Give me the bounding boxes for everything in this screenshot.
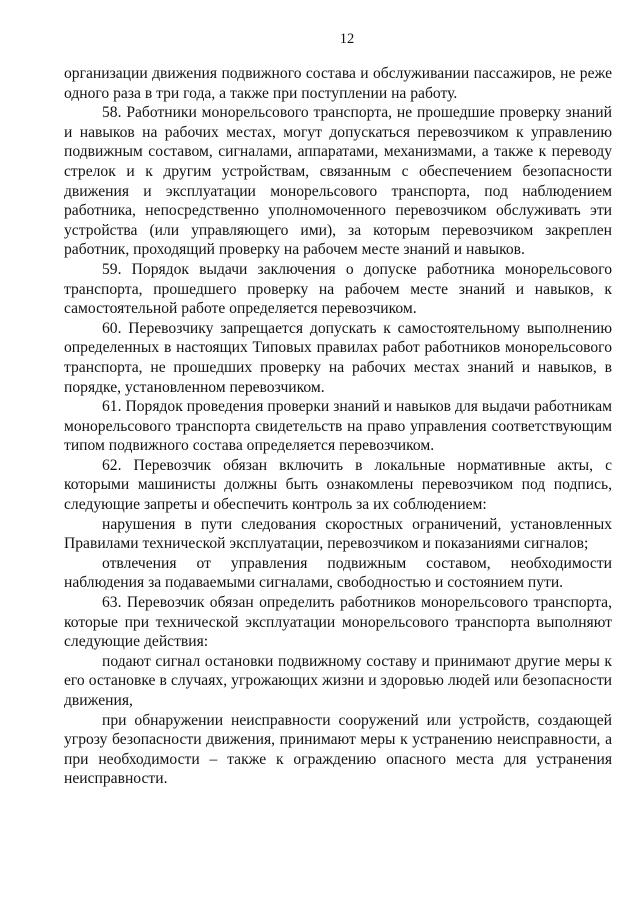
paragraph-63: 63. Перевозчик обязан определить работников монорельсового транспорта, которые при технической эксплуатации монорельсового транспорта выполняют следующие действия: (64, 594, 612, 651)
page-number: 12 (339, 31, 355, 47)
paragraph-62-item-1: нарушения в пути следования скоростных ограничений, установленных Правилами технической эксплуатации, перевозчиком и показаниями сигналов; (64, 515, 612, 553)
document-body (64, 64, 612, 789)
paragraph-58: 58. Работники монорельсового транспорта, не прошедшие проверку знаний и навыков на рабочих местах, могут допускаться перевозчиком к управлению подвижным составом, сигналами, аппаратами, механизмами, а также к переводу стрелок и к другим устройствам, связанным с обеспечением безопасности движения и эксплуатации монорельсового транспорта, под наблюдением работника, непосредственно уполномоченного перевозчиком обслуживать эти устройства (или управляющего ими), за которым перевозчиком закреплен работник, проходящий проверку на рабочем месте знаний и навыков. (64, 104, 612, 259)
paragraph-63-item-1: подают сигнал остановки подвижному составу и принимают другие меры к его остановке в случаях, угрожающих жизни и здоровью людей или безопасности движения, (64, 652, 612, 709)
paragraph-62: 62. Перевозчик обязан включить в локальные нормативные акты, с которыми машинисты должны быть ознакомлены перевозчиком под подпись, следующие запреты и обеспечить контроль за их соблюдением: (64, 456, 612, 514)
paragraph-60: 60. Перевозчику запрещается допускать к самостоятельному выполнению определенных в настоящих Типовых правилах работ работников монорельсового транспорта, не прошедших проверку на рабочих местах знаний и навыков, в порядке, установленном перевозчиком. (64, 319, 612, 396)
paragraph-continuation: организации движения подвижного состава и обслуживании пассажиров, не реже одного раза в три года, а также при поступлении на работу. (64, 65, 612, 102)
paragraph-63-item-2: при обнаружении неисправности сооружений или устройств, создающей угрозу безопасности движения, принимают меры к устранению неисправности, а при необходимости – также к ограждению опасного места для устранения неисправности. (64, 711, 612, 788)
paragraph-62-item-2: отвлечения от управления подвижным составом, необходимости наблюдения за подаваемыми сигналами, свободностью и состоянием пути. (64, 554, 612, 592)
paragraph-59: 59. Порядок выдачи заключения о допуске работника монорельсового транспорта, прошедшего проверку на рабочем месте знаний и навыков, к самостоятельной работе определяется перевозчиком. (64, 260, 612, 318)
paragraph-61: 61. Порядок проведения проверки знаний и навыков для выдачи работникам монорельсового транспорта свидетельств на право управления соответствующим типом подвижного состава определяется перевозчиком. (64, 398, 612, 455)
